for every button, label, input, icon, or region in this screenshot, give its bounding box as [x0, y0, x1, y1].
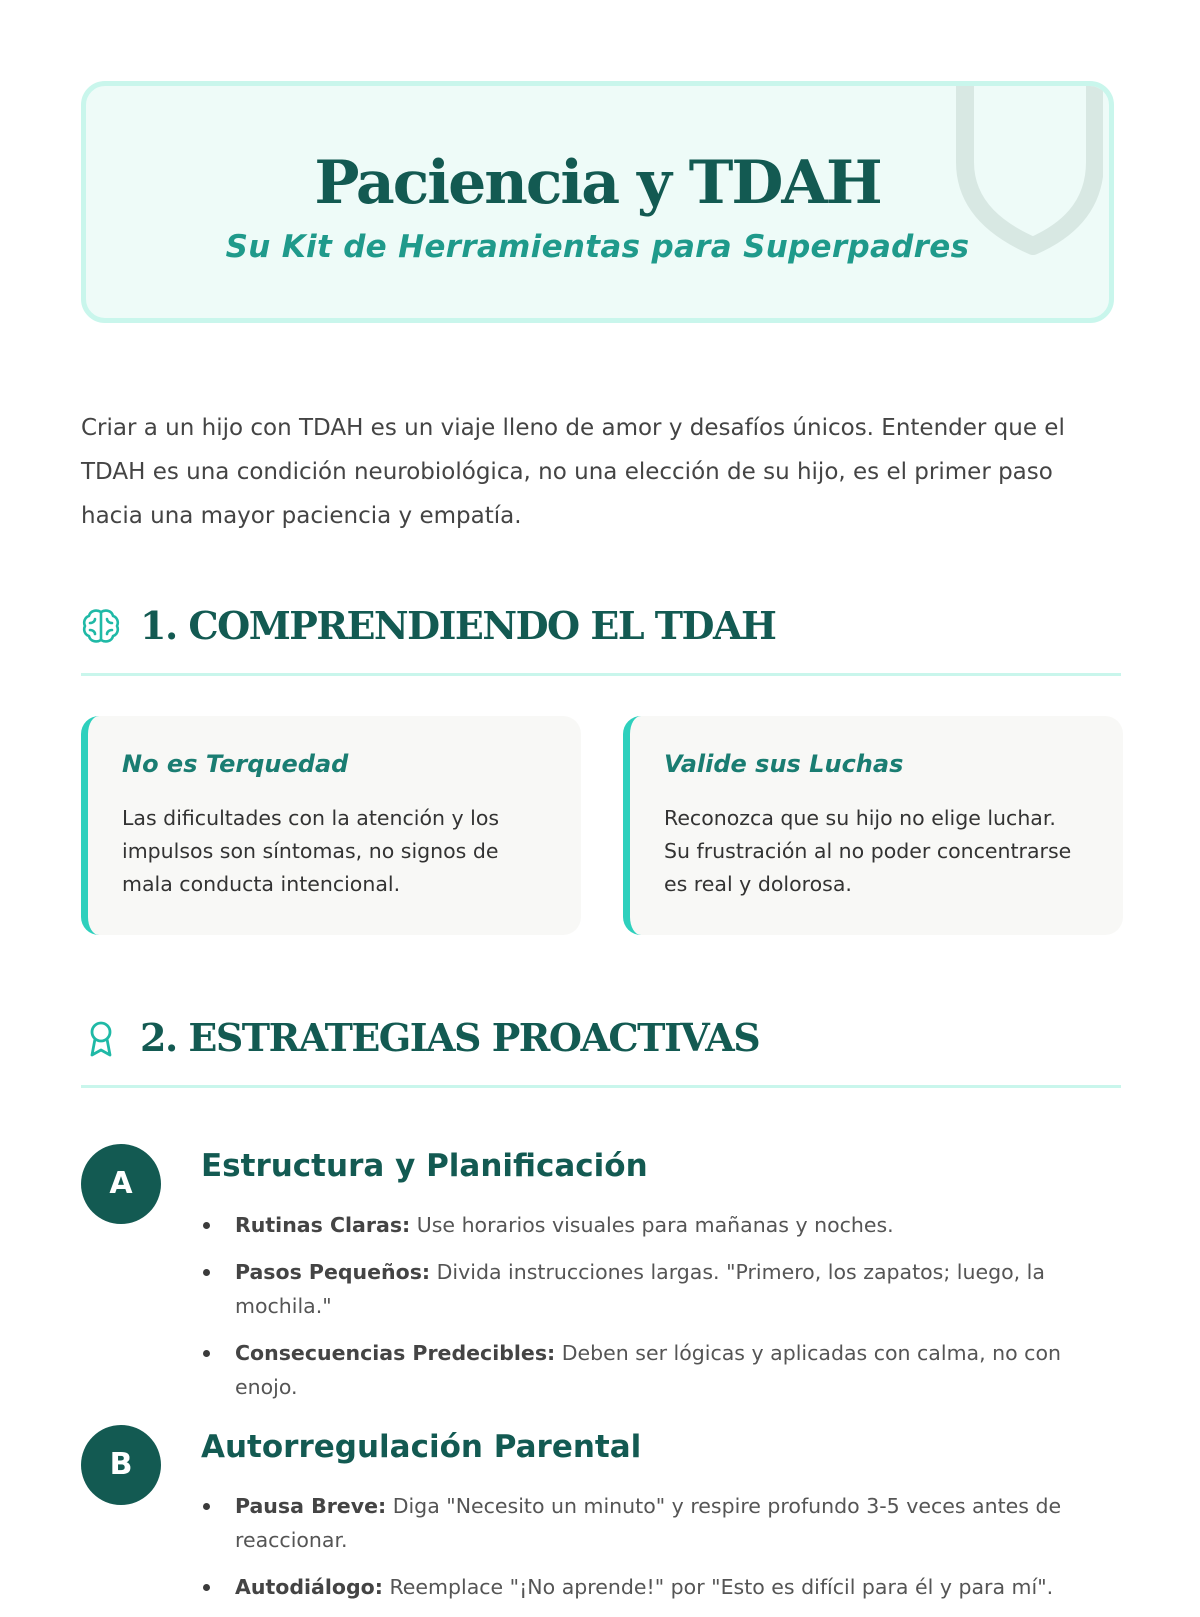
card-text: Las dificultades con la atención y los impulsos son síntomas, no signos de mala conducta intencional.	[122, 806, 500, 896]
item-text: Reemplace "¡No aprende!" por "Esto es difícil para él y para mí".	[382, 1575, 1054, 1599]
list-item	[201, 1255, 1121, 1323]
header-card	[81, 81, 1114, 323]
card-title: Valide sus Luchas	[664, 750, 904, 778]
award-icon	[81, 1018, 121, 1058]
section-heading-understanding	[81, 596, 1121, 676]
item-text: Divida instrucciones largas. "Primero, los zapatos; luego, la mochila."	[235, 1260, 1045, 1318]
strategy-badge: B	[81, 1425, 161, 1505]
strategy-title: Estructura y Planificación	[201, 1148, 648, 1184]
list-item	[201, 1336, 1121, 1404]
item-label: Consecuencias Predecibles:	[235, 1341, 556, 1365]
list-item	[201, 1208, 1121, 1242]
card-text: Reconozca que su hijo no elige luchar. Su frustración al no poder concentrarse es real y dolorosa.	[664, 806, 1072, 896]
strategy-list	[201, 1208, 1121, 1417]
page-title: Paciencia y TDAH	[314, 148, 881, 218]
info-card	[81, 716, 581, 935]
brain-icon	[81, 606, 121, 646]
list-item	[201, 1489, 1121, 1557]
item-text: Use horarios visuales para mañanas y noches.	[410, 1213, 894, 1237]
strategy-list	[201, 1489, 1121, 1617]
item-label: Pasos Pequeños:	[235, 1260, 431, 1284]
list-item	[201, 1570, 1121, 1604]
section-heading-strategies	[81, 1008, 1121, 1088]
item-text: Deben ser lógicas y aplicadas con calma, no con enojo.	[235, 1341, 1061, 1399]
info-card	[623, 716, 1123, 935]
item-label: Autodiálogo:	[235, 1575, 383, 1599]
section-title: 2. ESTRATEGIAS PROACTIVAS	[140, 1015, 760, 1060]
page-subtitle: Su Kit de Herramientas para Superpadres	[225, 229, 970, 265]
section-title: 1. COMPRENDIENDO EL TDAH	[140, 603, 776, 648]
strategy-badge: A	[81, 1144, 161, 1224]
item-label: Rutinas Claras:	[235, 1213, 411, 1237]
strategy-title: Autorregulación Parental	[201, 1429, 642, 1465]
intro-paragraph: Criar a un hijo con TDAH es un viaje lleno de amor y desafíos únicos. Entender que el TDAH es una condición neurobiológica, no una elección de su hijo, es el primer paso hacia una mayor paciencia y empatía.	[81, 415, 1065, 529]
item-text: Diga "Necesito un minuto" y respire profundo 3-5 veces antes de reaccionar.	[235, 1494, 1062, 1552]
item-label: Pausa Breve:	[235, 1494, 387, 1518]
card-title: No es Terquedad	[122, 750, 349, 778]
